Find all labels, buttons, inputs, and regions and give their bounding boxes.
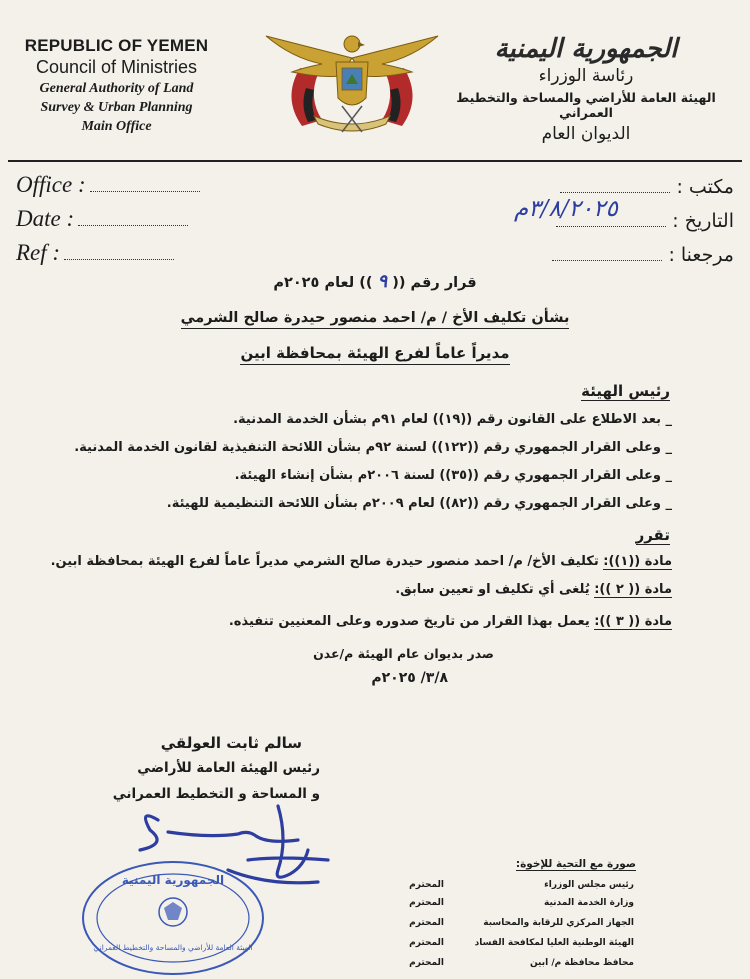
cc-org: الجهاز المركزي للرقابة والمحاسبة	[483, 918, 634, 928]
office-label-ar: مكتب :	[676, 176, 734, 198]
ref-label-en: Ref :	[16, 240, 61, 265]
decision-title-prefix: قرار رقم ((	[392, 275, 477, 291]
signatory-name: سالم ثابت العولقي	[160, 734, 302, 752]
cc-org: محافظ محافظة م/ ابين	[529, 958, 634, 968]
dotted-line	[90, 175, 200, 192]
cc-resp: المحترم	[409, 918, 444, 928]
dotted-line	[560, 178, 670, 193]
date-label-ar: التاريخ :	[672, 210, 734, 232]
cc-row	[384, 880, 634, 890]
decision-title	[0, 271, 750, 292]
preamble-item: _ بعد الاطلاع على القانون رقم ((١٩)) لعام ٩١م بشأن الخدمة المدنية.	[233, 412, 672, 427]
decision-position	[0, 344, 750, 362]
stamp-inner-text: الهيئة العامة للأراضي والمساحة والتخطيط العمراني	[93, 943, 253, 952]
article-label: مادة (( ٣ )):	[594, 614, 672, 629]
preamble-item: _ وعلى القرار الجمهوري رقم ((٨٢)) لعام ٢٠٠٩م بشأن اللائحة التنظيمية للهيئة.	[166, 496, 672, 511]
preamble-item: _ وعلى القرار الجمهوري رقم ((١٢٢)) لسنة ٩٢م بشأن اللائحة التنفيذية لقانون الخدمة المدنية.	[74, 440, 672, 455]
dotted-line	[552, 246, 662, 261]
preamble-heading	[581, 382, 670, 400]
cc-resp: المحترم	[409, 958, 444, 968]
decision-title-suffix: )) لعام ٢٠٢٥م	[273, 275, 373, 291]
cc-resp: المحترم	[409, 880, 444, 890]
signatory-title2: و المساحة و التخطيط العمراني	[112, 786, 320, 802]
cc-heading-text: صورة مع التحية للإخوة:	[515, 858, 636, 870]
ref-label-ar: مرجعنا :	[668, 244, 734, 266]
decision-position-text: مديراً عاماً لفرع الهيئة بمحافظة ابين	[240, 344, 509, 365]
header-divider	[8, 160, 742, 162]
meta-english	[16, 168, 200, 270]
stamp-outer-text: الجمهورية اليمنية	[121, 873, 225, 887]
article-3	[229, 614, 672, 629]
preamble-item: _ وعلى القرار الجمهوري رقم ((٣٥)) لسنة ٢٠٠٦م بشأن إنشاء الهيئة.	[234, 468, 672, 483]
signatory-title1: رئيس الهيئة العامة للأراضي	[137, 760, 320, 776]
cc-org: وزارة الخدمة المدنية	[543, 898, 634, 908]
decides-heading-text: تقرر	[635, 526, 670, 544]
issued-date: ٣/٨/ ٢٠٢٥م	[371, 670, 448, 686]
decision-subject-text: بشأن تكليف الأخ / م/ احمد منصور حيدرة صالح الشرمي	[181, 310, 570, 329]
cc-row	[384, 958, 634, 968]
handwritten-date: ٣/٨/٢٠٢٥م	[514, 196, 618, 222]
ref-field-en	[16, 236, 200, 270]
cc-resp: المحترم	[409, 898, 444, 908]
article-label: مادة (( ٢ )):	[594, 582, 672, 597]
cc-org: رئيس مجلس الوزراء	[544, 880, 634, 890]
decision-number: ٩	[377, 271, 388, 292]
cc-heading	[516, 858, 636, 870]
header-en-line3: General Authority of Land	[39, 81, 194, 96]
header-ar-line2: رئاسة الوزراء	[538, 66, 634, 86]
article-label: مادة ((١)):	[603, 554, 672, 569]
cc-org: الهيئة الوطنية العليا لمكافحة الفساد	[474, 938, 634, 948]
article-text: تكليف الأخ/ م/ احمد منصور حيدرة صالح الشرمي مديراً عاماً لفرع الهيئة بمحافظة ابين.	[50, 554, 599, 569]
header-en-line4: Survey & Urban Planning	[40, 100, 193, 115]
office-field-en	[16, 168, 200, 202]
cc-resp: المحترم	[409, 938, 444, 948]
official-stamp-icon	[78, 858, 268, 978]
article-text: يُلغى أي تكليف او تعيين سابق.	[395, 582, 590, 597]
header-arabic	[436, 34, 736, 144]
office-label-en: Office :	[16, 172, 86, 197]
ref-field-ar	[552, 238, 734, 272]
cc-row	[384, 898, 634, 908]
preamble-heading-text: رئيس الهيئة	[581, 382, 670, 400]
header-ar-line3: الهيئة العامة للأراضي والمساحة والتخطيط العمراني	[456, 90, 716, 120]
article-2	[395, 582, 672, 597]
date-field-en	[16, 202, 200, 236]
header-ar-line4: الديوان العام	[541, 124, 631, 144]
article-1	[51, 554, 672, 569]
header-en-line5: Main Office	[81, 119, 152, 134]
decision-subject	[0, 310, 750, 326]
date-label-en: Date :	[16, 206, 75, 231]
header-en-line2: Council of Ministries	[35, 57, 198, 77]
header-ar-line1: الجمهورية اليمنية	[494, 34, 678, 64]
issued-line: صدر بديوان عام الهيئة م/عدن	[313, 646, 494, 661]
dotted-line	[64, 243, 174, 260]
article-text: يعمل بهذا القرار من تاريخ صدوره وعلى المعنيين تنفيذه.	[228, 614, 590, 629]
header-english	[14, 36, 219, 135]
cc-row	[384, 918, 634, 928]
dotted-line	[78, 209, 188, 226]
cc-row	[384, 938, 634, 948]
eagle-emblem-icon	[262, 28, 442, 138]
header-en-line1: REPUBLIC OF YEMEN	[24, 36, 209, 55]
decides-heading	[636, 526, 670, 544]
